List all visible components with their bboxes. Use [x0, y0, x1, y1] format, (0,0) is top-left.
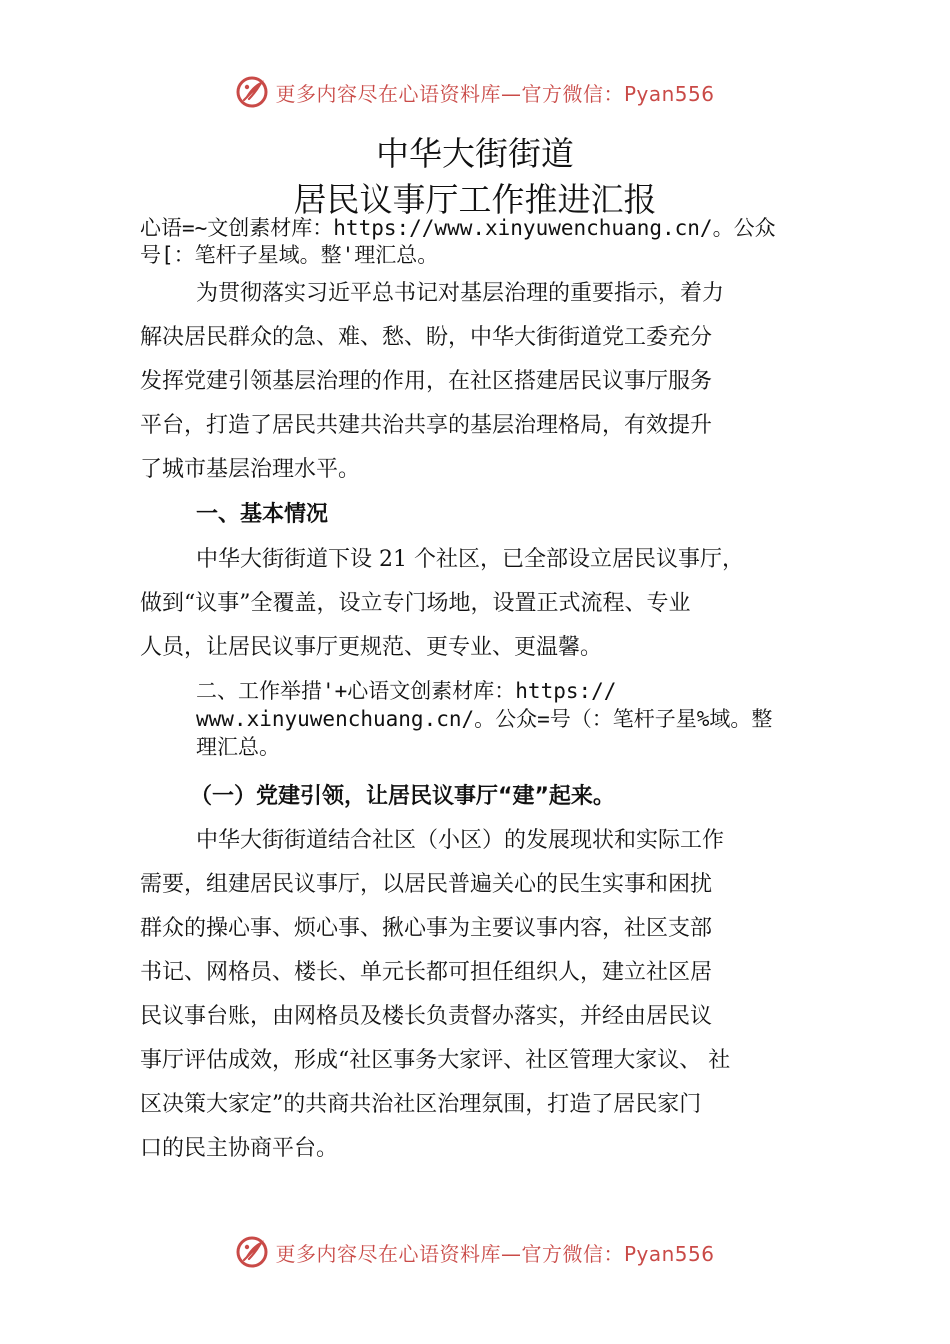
header-banner [0, 72, 950, 112]
watermark-note-line: 心语=~文创素材库：https://www.xinyuwenchuang.cn/。公众 [140, 216, 776, 240]
subsection1-line: 区决策大家定”的共商共治社区治理氛围，打造了居民家门 [140, 1092, 702, 1117]
intro-line: 发挥党建引领基层治理的作用，在社区搭建居民议事厅服务 [140, 369, 713, 394]
subsection1-line: 事厅评估成效，形成“社区事务大家评、社区管理大家议、 社 [140, 1048, 731, 1073]
subsection1-line: 口的民主协商平台。 [140, 1136, 339, 1161]
intro-line: 了城市基层治理水平。 [140, 457, 361, 482]
section-heading-measures [196, 677, 836, 761]
watermark-note-line: 号[：笔杆子星域。整'理汇总。 [140, 243, 439, 267]
page-subtitle: 居民议事厅工作推进汇报 [293, 180, 657, 219]
watermark-note [140, 215, 840, 269]
subsection1-line: 需要，组建居民议事厅，以居民普遍关心的民生实事和困扰 [140, 872, 713, 897]
footer-banner [0, 1232, 950, 1272]
section2-heading-line: www.xinyuwenchuang.cn/。公众=号（：笔杆子星%域。整 [196, 707, 773, 731]
page-title: 中华大街街道 [376, 134, 574, 173]
subsection1-line: 书记、网格员、楼长、单元长都可担任组织人，建立社区居 [140, 960, 713, 985]
section-heading-basic: 一、基本情况 [196, 502, 329, 527]
banner-text: 更多内容尽在心语资料库—官方微信：Pyan556 [275, 1241, 715, 1266]
section2-heading-line: 二、工作举措'+心语文创素材库：https:// [196, 679, 617, 703]
intro-line: 为贯彻落实习近平总书记对基层治理的重要指示，着力 [196, 281, 725, 306]
banner-text: 更多内容尽在心语资料库—官方微信：Pyan556 [275, 81, 715, 106]
section1-line: 做到“议事”全覆盖，设立专门场地，设置正式流程、专业 [140, 591, 691, 616]
section1-line: 人员，让居民议事厅更规范、更专业、更温馨。 [140, 635, 603, 660]
subsection-heading-party-building: （一）党建引领，让居民议事厅“建”起来。 [190, 784, 615, 809]
quill-seal-icon [235, 75, 269, 109]
section2-heading-line: 理汇总。 [196, 735, 280, 759]
subsection1-line: 群众的操心事、烦心事、揪心事为主要议事内容，社区支部 [140, 916, 713, 941]
intro-line: 平台，打造了居民共建共治共享的基层治理格局，有效提升 [140, 413, 713, 438]
section1-line: 中华大街街道下设 21 个社区，已全部设立居民议事厅， [196, 547, 744, 572]
subsection1-line: 中华大街街道结合社区（小区）的发展现状和实际工作 [196, 828, 725, 853]
intro-line: 解决居民群众的急、难、愁、盼，中华大街街道党工委充分 [140, 325, 713, 350]
quill-seal-icon [235, 1235, 269, 1269]
subsection1-line: 民议事台账，由网格员及楼长负责督办落实，并经由居民议 [140, 1004, 713, 1029]
